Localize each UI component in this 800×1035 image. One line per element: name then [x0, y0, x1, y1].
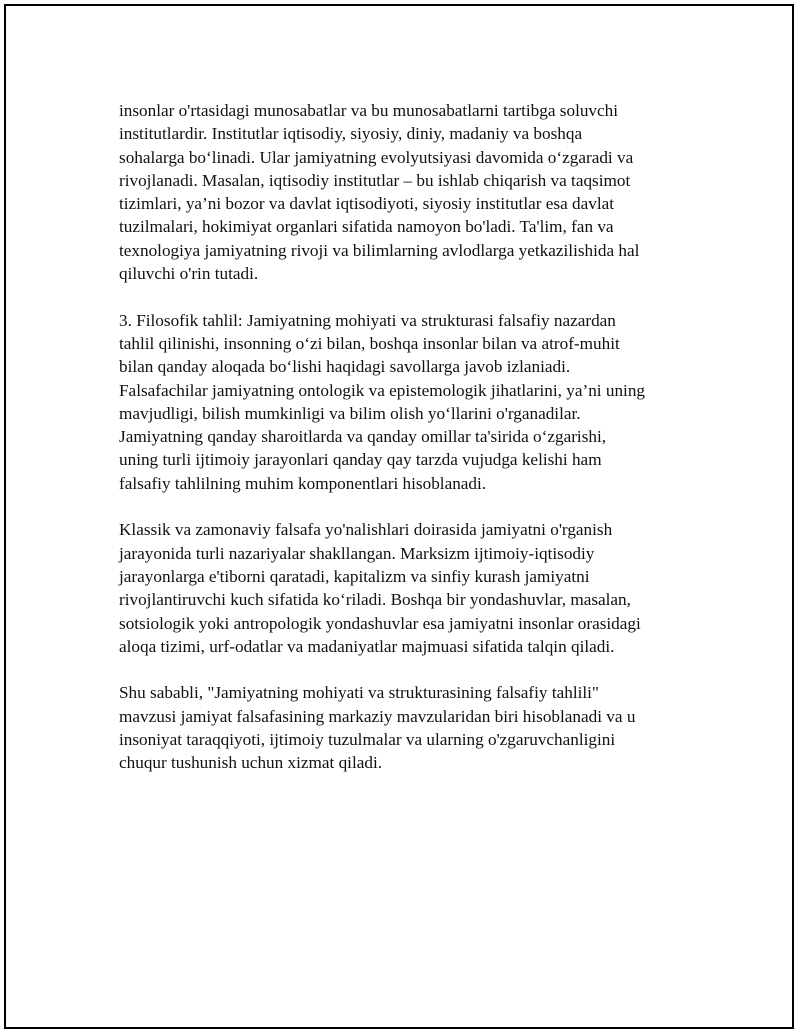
text-line: mavzusi jamiyat falsafasining markaziy mavzularidan biri hisoblanadi va u	[119, 706, 636, 726]
text-line: uning turli ijtimoiy jarayonlari qanday qay tarzda vujudga kelishi ham	[119, 450, 602, 470]
text-line: sotsiologik yoki antropologik yondashuvlar esa jamiyatni insonlar orasidagi	[119, 613, 641, 633]
text-line: 3. Filosofik tahlil: Jamiyatning mohiyati va strukturasi falsafiy nazardan	[119, 310, 616, 330]
text-line: falsafiy tahlilning muhim komponentlari hisoblanadi.	[119, 473, 487, 493]
text-line: tahlil qilinishi, insonning o‘zi bilan, boshqa insonlar bilan va atrof-muhit	[119, 333, 620, 353]
document-body	[119, 99, 699, 798]
paragraph-classical-modern	[119, 518, 699, 658]
text-line: jarayonida turli nazariyalar shakllangan. Marksizm ijtimoiy-iqtisodiy	[119, 543, 595, 563]
text-line: Shu sababli, "Jamiyatning mohiyati va strukturasining falsafiy tahlili"	[119, 683, 599, 703]
text-line: Klassik va zamonaviy falsafa yo'nalishlari doirasida jamiyatni o'rganish	[119, 520, 613, 540]
text-line: rivojlantiruvchi kuch sifatida ko‘riladi. Boshqa bir yondashuvlar, masalan,	[119, 590, 631, 610]
text-line: Jamiyatning qanday sharoitlarda va qanday omillar ta'sirida o‘zgarishi,	[119, 427, 607, 447]
text-line: chuqur tushunish uchun xizmat qiladi.	[119, 753, 383, 773]
text-line: insoniyat taraqqiyoti, ijtimoiy tuzulmalar va ularning o'zgaruvchanligini	[119, 730, 616, 750]
paragraph-philosophical-analysis	[119, 309, 699, 495]
text-line: Falsafachilar jamiyatning ontologik va epistemologik jihatlarini, ya’ni uning	[119, 380, 646, 400]
text-line: institutlardir. Institutlar iqtisodiy, siyosiy, diniy, madaniy va boshqa	[119, 124, 583, 144]
text-line: aloqa tizimi, urf-odatlar va madaniyatlar majmuasi sifatida talqin qiladi.	[119, 636, 615, 656]
text-line: qiluvchi o'rin tutadi.	[119, 264, 259, 284]
text-line: tizimlari, ya’ni bozor va davlat iqtisodiyoti, siyosiy institutlar esa davlat	[119, 194, 614, 214]
text-line: sohalarga bo‘linadi. Ular jamiyatning evolyutsiyasi davomida o‘zgaradi va	[119, 147, 634, 167]
text-line: texnologiya jamiyatning rivoji va bilimlarning avlodlarga yetkazilishida hal	[119, 240, 640, 260]
text-line: jarayonlarga e'tiborni qaratadi, kapitalizm va sinfiy kurash jamiyatni	[119, 566, 590, 586]
text-line: rivojlanadi. Masalan, iqtisodiy institutlar – bu ishlab chiqarish va taqsimot	[119, 170, 631, 190]
document-page	[4, 4, 794, 1029]
text-line: bilan qanday aloqada bo‘lishi haqidagi savollarga javob izlaniadi.	[119, 357, 571, 377]
paragraph-conclusion	[119, 681, 699, 774]
text-line: insonlar o'rtasidagi munosabatlar va bu munosabatlarni tartibga soluvchi	[119, 101, 619, 120]
text-line: mavjudligi, bilish mumkinligi va bilim olish yo‘llarini o'rganadilar.	[119, 403, 581, 423]
paragraph-institutions	[119, 99, 699, 285]
text-line: tuzilmalari, hokimiyat organlari sifatida namoyon bo'ladi. Ta'lim, fan va	[119, 217, 614, 237]
